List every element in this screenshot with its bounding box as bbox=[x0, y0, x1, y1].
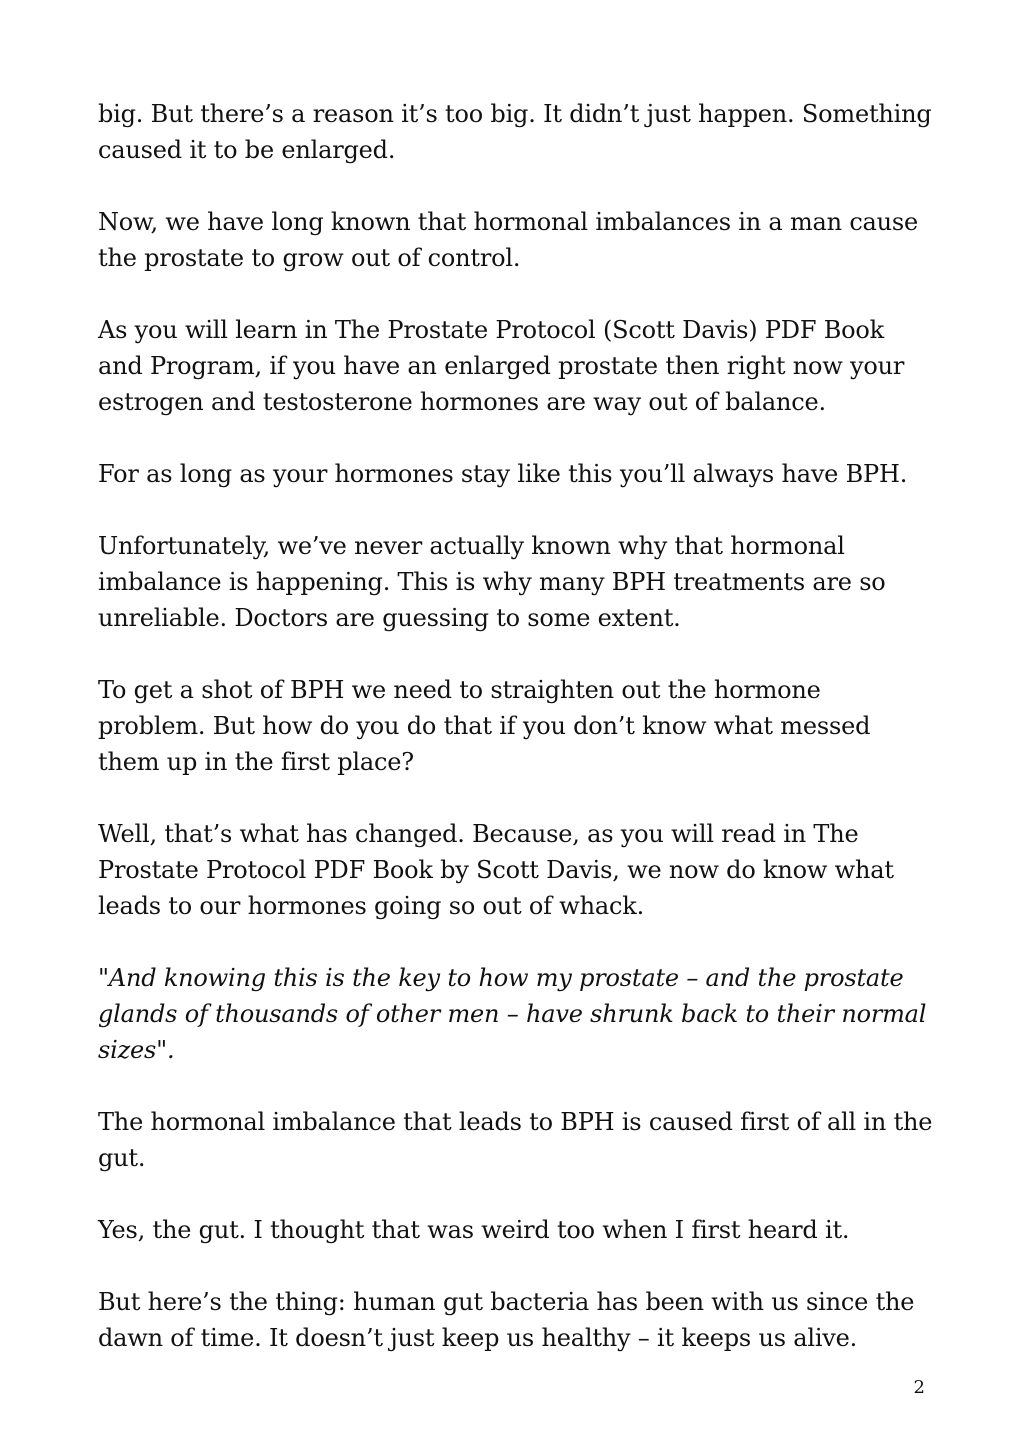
paragraph: Yes, the gut. I thought that was weird too when I first heard it. bbox=[98, 1216, 850, 1244]
page-body bbox=[98, 96, 934, 1392]
paragraph: Unfortunately, we’ve never actually known why that hormonal imbalance is happening. This is why many BPH treatments are so unreliable. Doctors are guessing to some extent. bbox=[98, 532, 886, 632]
quote-paragraph: "And knowing this is the key to how my prostate – and the prostate glands of thousands of other men – have shrunk back to their normal sizes". bbox=[98, 964, 927, 1064]
paragraph: For as long as your hormones stay like this you’ll always have BPH. bbox=[98, 460, 908, 488]
paragraph: As you will learn in The Prostate Protocol (Scott Davis) PDF Book and Program, if you have an enlarged prostate then right now your estrogen and testosterone hormones are way out of balance. bbox=[98, 316, 905, 416]
paragraph: But here’s the thing: human gut bacteria has been with us since the dawn of time. It doesn’t just keep us healthy – it keeps us alive. bbox=[98, 1288, 915, 1352]
paragraph: The hormonal imbalance that leads to BPH is caused first of all in the gut. bbox=[98, 1108, 933, 1172]
paragraph: To get a shot of BPH we need to straighten out the hormone problem. But how do you do that if you don’t know what messed them up in the first place? bbox=[98, 676, 871, 776]
paragraph: Now, we have long known that hormonal imbalances in a man cause the prostate to grow out of control. bbox=[98, 208, 919, 272]
paragraph: Well, that’s what has changed. Because, as you will read in The Prostate Protocol PDF Book by Scott Davis, we now do know what leads to our hormones going so out of whack. bbox=[98, 820, 894, 920]
page-number: 2 bbox=[913, 1377, 925, 1398]
paragraph: big. But there’s a reason it’s too big. It didn’t just happen. Something caused it to be enlarged. bbox=[98, 100, 932, 164]
